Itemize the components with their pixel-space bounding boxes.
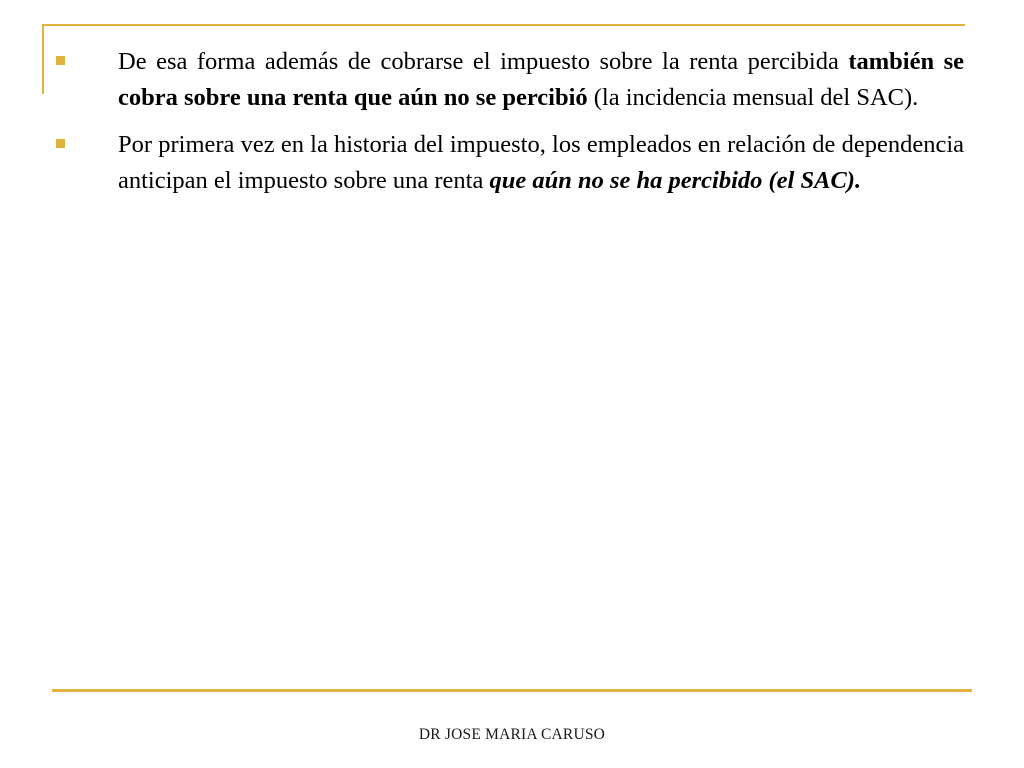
footer-author: DR JOSE MARIA CARUSO <box>418 726 606 743</box>
left-rule <box>42 24 44 94</box>
bullet-text-bold-italic-segment: que aún no se ha percibido (el SAC). <box>489 166 862 194</box>
top-rule <box>42 24 965 26</box>
bullet-text-segment: De esa forma además de cobrarse el impuesto sobre la renta percibida <box>118 48 849 75</box>
bullet-text-bold-segment: también se cobra sobre una renta que aún no se percibió <box>118 48 964 111</box>
square-bullet-icon <box>56 139 65 148</box>
bullet-item <box>56 127 964 198</box>
square-bullet-icon <box>56 56 65 65</box>
slide-content <box>56 44 964 210</box>
bullet-text-segment: (la incidencia mensual del SAC). <box>587 83 919 111</box>
bullet-text-segment: Por primera vez en la historia del impuesto, los empleados en relación de dependencia anticipan el impuesto sobre una renta <box>118 131 964 194</box>
bottom-rule <box>52 689 972 692</box>
bullet-item <box>56 44 964 115</box>
